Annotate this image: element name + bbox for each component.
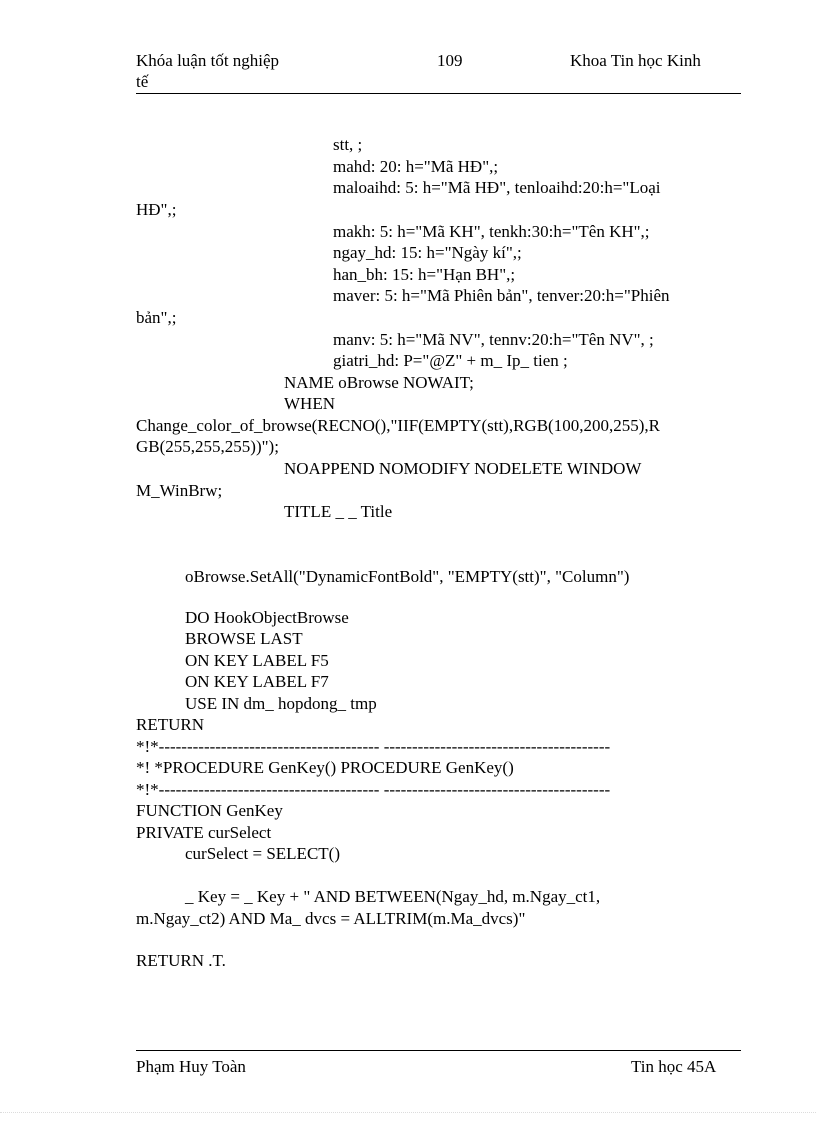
code-line: FUNCTION GenKey [136, 801, 283, 820]
code-line: ngay_hd: 15: h="Ngày kí",; [333, 243, 522, 262]
code-line: DO HookObjectBrowse [185, 608, 349, 627]
footer-rule [136, 1050, 741, 1051]
code-line: ON KEY LABEL F7 [185, 672, 329, 691]
header-title: Khóa luận tốt nghiệp [136, 51, 280, 70]
code-line: manv: 5: h="Mã NV", tennv:20:h="Tên NV", ; [333, 330, 654, 349]
code-line: M_WinBrw; [136, 481, 223, 500]
code-line: *!*--------------------------------------- ---------------------------------------- [136, 780, 611, 799]
code-line: _ Key = _ Key + " AND BETWEEN(Ngay_hd, m.Ngay_ct1, [185, 887, 601, 906]
code-line: RETURN [136, 715, 204, 734]
header-faculty: Khoa Tin học Kinh [570, 51, 701, 70]
page-edge [0, 1112, 816, 1113]
code-line: mahd: 20: h="Mã HĐ",; [333, 157, 499, 176]
code-line: maloaihd: 5: h="Mã HĐ", tenloaihd:20:h="Loại [333, 178, 661, 197]
page-number: 109 [437, 51, 463, 70]
footer-class: Tin học 45A [631, 1057, 717, 1076]
code-line: giatri_hd: P="@Z" + m_ Ip_ tien ; [333, 351, 568, 370]
code-line: NAME oBrowse NOWAIT; [284, 373, 474, 392]
code-line: makh: 5: h="Mã KH", tenkh:30:h="Tên KH",; [333, 222, 650, 241]
footer-author: Phạm Huy Toàn [136, 1057, 246, 1076]
header-title-continued: tế [136, 72, 149, 91]
code-line: NOAPPEND NOMODIFY NODELETE WINDOW [284, 459, 642, 478]
code-line: Change_color_of_browse(RECNO(),"IIF(EMPTY(stt),RGB(100,200,255),R [136, 416, 660, 435]
code-line: RETURN .T. [136, 951, 226, 970]
code-line: curSelect = SELECT() [185, 844, 340, 863]
code-line: oBrowse.SetAll("DynamicFontBold", "EMPTY(stt)", "Column") [185, 567, 630, 586]
code-line: ON KEY LABEL F5 [185, 651, 329, 670]
code-line: stt, ; [333, 135, 363, 154]
code-line: bản",; [136, 308, 177, 327]
code-line: PRIVATE curSelect [136, 823, 272, 842]
code-line: *! *PROCEDURE GenKey() PROCEDURE GenKey() [136, 758, 514, 777]
code-line: WHEN [284, 394, 335, 413]
code-line: BROWSE LAST [185, 629, 303, 648]
code-line: han_bh: 15: h="Hạn BH",; [333, 265, 516, 284]
code-line: m.Ngay_ct2) AND Ma_ dvcs = ALLTRIM(m.Ma_dvcs)" [136, 909, 526, 928]
code-line: USE IN dm_ hopdong_ tmp [185, 694, 377, 713]
header-rule [136, 93, 741, 94]
code-line: GB(255,255,255))"); [136, 437, 279, 456]
code-line: maver: 5: h="Mã Phiên bản", tenver:20:h="Phiên [333, 286, 670, 305]
code-line: *!*--------------------------------------- ---------------------------------------- [136, 737, 611, 756]
code-line: TITLE _ _ Title [284, 502, 393, 521]
code-line: HĐ",; [136, 200, 177, 219]
